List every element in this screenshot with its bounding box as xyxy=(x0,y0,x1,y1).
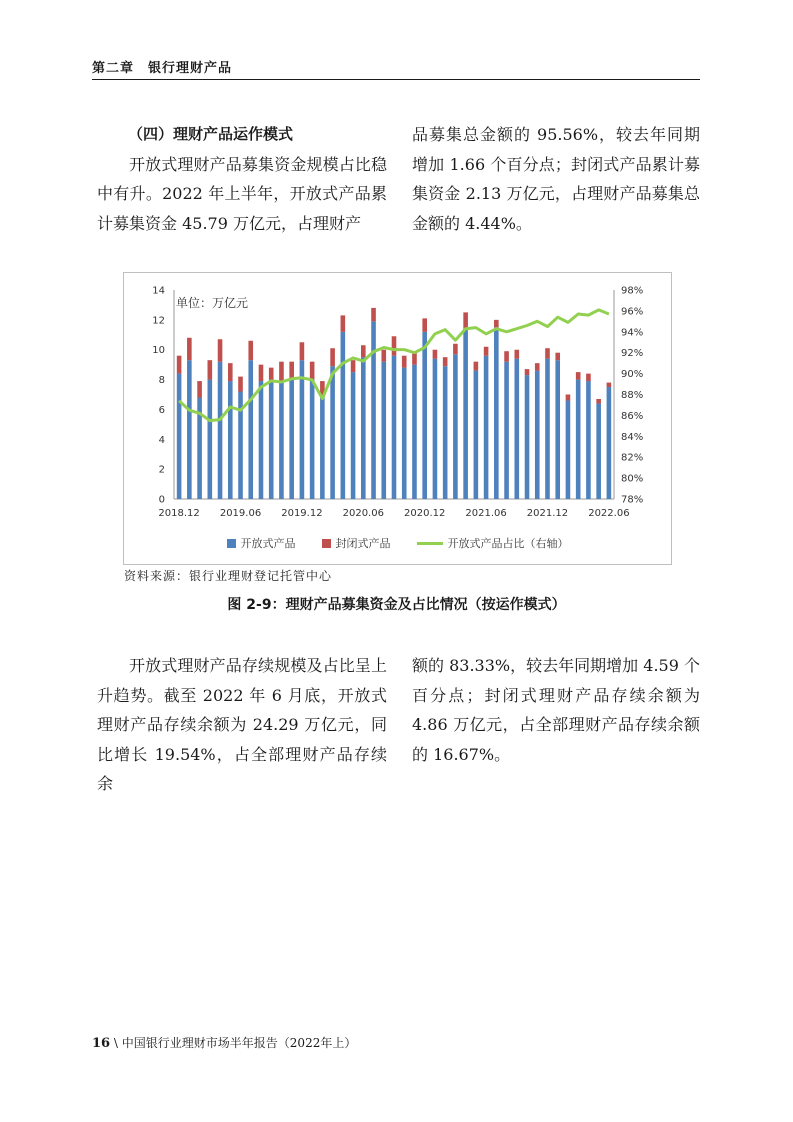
text-column-left-bottom xyxy=(97,651,387,799)
x-tick-label: 2021.06 xyxy=(465,508,507,519)
bar-open xyxy=(381,362,386,499)
x-tick-label: 2021.12 xyxy=(526,508,569,519)
bar-open xyxy=(474,371,479,499)
x-tick-label: 2020.06 xyxy=(342,508,384,519)
bar-closed xyxy=(443,357,448,366)
bar-open xyxy=(279,381,284,499)
bar-open xyxy=(525,375,530,499)
bar-open xyxy=(187,360,192,499)
bar-open xyxy=(177,374,182,499)
text-column-right-bottom xyxy=(412,651,700,769)
bar-closed xyxy=(402,356,407,368)
y-right-tick-label: 82% xyxy=(621,452,644,464)
bar-closed xyxy=(586,374,591,381)
unit-label: 单位：万亿元 xyxy=(176,296,249,310)
y-right-tick-label: 84% xyxy=(621,431,644,443)
bar-open xyxy=(320,397,325,499)
chapter-header: 第二章 银行理财产品 xyxy=(92,61,233,76)
paragraph-1-right: 品募集总金额的 95.56%，较去年同期增加 1.66 个百分点；封闭式产品累计募集资金 2.13 万亿元，占理财产品募集总金额的 4.44%。 xyxy=(412,125,700,233)
text-column-right-top xyxy=(412,120,700,238)
bar-closed xyxy=(433,350,438,359)
bar-closed xyxy=(422,318,427,331)
legend-share-label: 开放式产品占比（右轴） xyxy=(447,537,569,550)
y-left-tick-label: 0 xyxy=(158,494,165,506)
bar-closed xyxy=(197,381,202,397)
bar-closed xyxy=(351,360,356,372)
bar-open xyxy=(586,381,591,499)
bar-closed xyxy=(371,308,376,321)
chart-container xyxy=(123,272,672,565)
bar-open xyxy=(545,359,550,499)
bar-closed xyxy=(514,350,519,359)
bar-open xyxy=(341,332,346,499)
y-right-tick-label: 78% xyxy=(621,494,644,506)
y-right-tick-label: 80% xyxy=(621,473,644,485)
bar-open xyxy=(310,380,315,499)
bar-closed xyxy=(341,315,346,331)
bar-closed xyxy=(289,362,294,380)
x-tick-label: 2019.06 xyxy=(219,508,262,519)
bar-open xyxy=(433,359,438,499)
bar-closed xyxy=(228,363,233,381)
bar-closed xyxy=(596,399,601,403)
bar-closed xyxy=(453,344,458,354)
y-left-tick-label: 4 xyxy=(158,434,165,446)
bar-open xyxy=(361,357,366,499)
bar-open xyxy=(484,356,489,499)
bar-closed xyxy=(607,383,612,387)
bar-open xyxy=(371,321,376,499)
bar-open xyxy=(555,360,560,499)
legend-open-swatch xyxy=(227,539,236,548)
bar-open xyxy=(453,354,458,499)
bar-closed xyxy=(525,369,530,375)
bar-closed xyxy=(259,365,264,381)
bar-closed xyxy=(187,338,192,360)
section-title: （四）理财产品运作模式 xyxy=(128,125,294,143)
bar-open xyxy=(402,368,407,499)
legend-share xyxy=(417,535,569,551)
bar-closed xyxy=(381,350,386,362)
y-left-tick-label: 8 xyxy=(158,375,165,387)
paragraph-2-right: 额的 83.33%，较去年同期增加 4.59 个百分点；封闭式理财产品存续余额为 4.86 万亿元，占全部理财产品存续余额的 16.67%。 xyxy=(412,656,700,764)
bar-closed xyxy=(392,336,397,355)
bar-closed xyxy=(504,351,509,361)
bar-open xyxy=(535,371,540,499)
bar-closed xyxy=(238,377,243,392)
legend-open xyxy=(227,535,296,551)
legend-open-label: 开放式产品 xyxy=(240,537,296,550)
bar-open xyxy=(392,356,397,499)
bar-closed xyxy=(208,360,213,379)
bar-closed xyxy=(248,341,253,360)
x-tick-label: 2020.12 xyxy=(404,508,446,519)
bar-closed xyxy=(218,339,223,361)
footer-title: 中国银行业理财市场半年报告（2022年上） xyxy=(121,1036,357,1050)
bar-open xyxy=(412,365,417,499)
paragraph-2-left: 开放式理财产品存续规模及占比呈上升趋势。截至 2022 年 6 月底，开放式理财产品存续余额为 24.29 万亿元，同比增长 19.54%，占全部理财产品存续余 xyxy=(97,656,387,793)
figure-title: 图 2-9：理财产品募集资金及占比情况（按运作模式） xyxy=(227,597,566,613)
text-column-left-top xyxy=(97,120,387,238)
bar-open xyxy=(351,372,356,499)
bar-closed xyxy=(463,312,468,328)
bar-closed xyxy=(310,362,315,380)
bar-open xyxy=(494,327,499,499)
bar-open xyxy=(514,359,519,499)
chart-legend xyxy=(124,535,671,551)
legend-closed xyxy=(322,535,391,551)
bar-open xyxy=(330,366,335,499)
bar-open xyxy=(300,360,305,499)
bar-open xyxy=(596,403,601,499)
bar-open xyxy=(607,387,612,499)
y-left-tick-label: 14 xyxy=(152,285,165,297)
bar-closed xyxy=(545,348,550,358)
footer-separator: \ xyxy=(113,1036,118,1050)
header-divider xyxy=(92,79,700,80)
x-tick-label: 2022.06 xyxy=(588,508,630,519)
bar-closed xyxy=(535,363,540,370)
bar-open xyxy=(463,329,468,499)
bar-closed xyxy=(177,356,182,374)
bar-closed xyxy=(330,348,335,366)
bar-closed xyxy=(300,342,305,360)
y-left-tick-label: 6 xyxy=(158,404,165,416)
y-right-tick-label: 88% xyxy=(621,390,644,401)
bar-closed xyxy=(484,347,489,356)
bar-closed xyxy=(576,372,581,379)
legend-closed-label: 封闭式产品 xyxy=(335,537,391,550)
bar-open xyxy=(248,360,253,499)
bar-open xyxy=(576,380,581,499)
bar-open xyxy=(566,400,571,499)
page-footer xyxy=(92,1034,356,1051)
y-right-tick-label: 90% xyxy=(621,369,644,381)
y-right-tick-label: 98% xyxy=(621,285,644,297)
bar-open xyxy=(228,381,233,499)
bar-open xyxy=(208,380,213,499)
page-number: 16 xyxy=(92,1036,111,1051)
y-left-tick-label: 12 xyxy=(152,315,165,327)
y-right-tick-label: 94% xyxy=(621,327,644,339)
bar-open xyxy=(443,366,448,499)
legend-share-swatch xyxy=(417,542,443,545)
bar-closed xyxy=(474,362,479,371)
y-right-tick-label: 86% xyxy=(621,410,644,422)
y-right-tick-label: 96% xyxy=(621,306,644,318)
bar-closed xyxy=(566,395,571,401)
chart-svg xyxy=(124,273,671,564)
bar-open xyxy=(504,362,509,499)
y-right-tick-label: 92% xyxy=(621,348,644,360)
bar-open xyxy=(422,332,427,499)
source-note: 资料来源：银行业理财登记托管中心 xyxy=(124,569,333,583)
bar-closed xyxy=(555,353,560,360)
legend-closed-swatch xyxy=(322,539,331,548)
y-left-tick-label: 10 xyxy=(152,345,165,357)
x-tick-label: 2019.12 xyxy=(281,508,323,519)
bar-open xyxy=(218,362,223,499)
bar-open xyxy=(269,380,274,499)
bar-closed xyxy=(361,345,366,357)
bar-closed xyxy=(269,368,274,380)
bar-closed xyxy=(494,320,499,327)
y-left-tick-label: 2 xyxy=(158,464,165,476)
bar-open xyxy=(259,381,264,499)
x-tick-label: 2018.12 xyxy=(158,508,200,519)
bar-open xyxy=(289,380,294,499)
paragraph-1-left: 开放式理财产品募集资金规模占比稳中有升。2022 年上半年，开放式产品累计募集资金 45.79 万亿元，占理财产 xyxy=(97,154,387,233)
bar-closed xyxy=(279,362,284,381)
